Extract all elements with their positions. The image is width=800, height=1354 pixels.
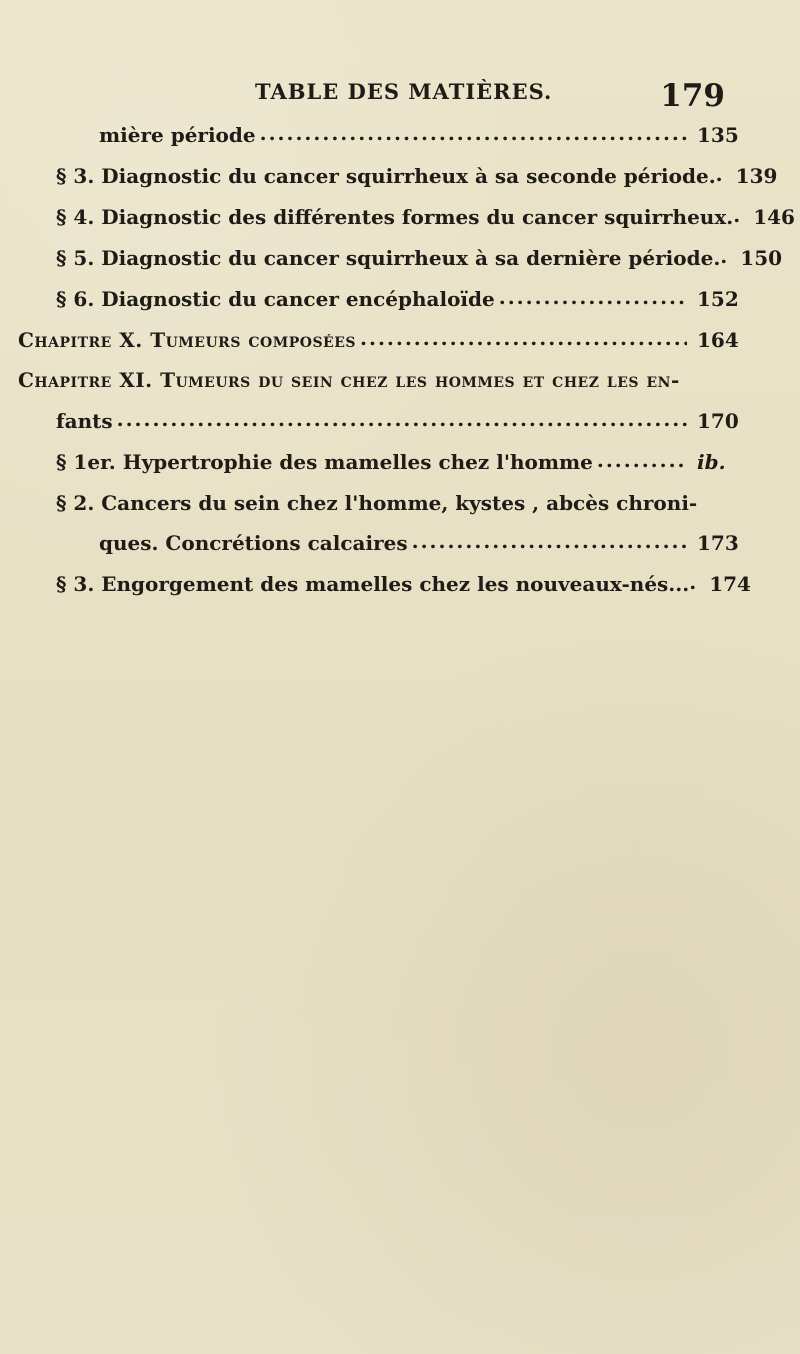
toc-entry-page: 173: [697, 531, 739, 555]
toc-entry-text: Chapitre X. Tumeurs composées: [18, 328, 357, 352]
toc-row: [99, 531, 739, 566]
toc-row: [56, 451, 725, 485]
toc-entry-page: 152: [697, 287, 739, 311]
dot-leader: [117, 408, 687, 430]
page-title: TABLE DES MATIÈRES.: [255, 79, 553, 104]
toc-row: [56, 492, 725, 526]
dot-leader: [597, 449, 687, 471]
toc-entry-page: 139: [735, 164, 778, 188]
dot-leader: [733, 204, 743, 226]
page-number: 179: [660, 78, 725, 114]
toc-row: [56, 205, 795, 240]
toc-entry-text: § 5. Diagnostic du cancer squirrheux à sa dernière période.: [56, 246, 721, 270]
toc-row: [56, 287, 739, 322]
dot-leader: [720, 245, 730, 267]
toc-entry-page: 174: [709, 572, 751, 596]
dot-leader: [412, 530, 687, 552]
dot-leader: [716, 163, 726, 185]
toc-row: [56, 409, 739, 444]
toc-row: [18, 328, 739, 363]
toc-row: [18, 368, 680, 403]
toc-entry-page: 150: [740, 246, 783, 270]
toc-entry-text: mière période: [99, 123, 256, 147]
dot-leader: [689, 571, 699, 593]
toc-row: [56, 246, 783, 281]
toc-entry-text: § 3. Diagnostic du cancer squirrheux à sa seconde période.: [56, 164, 716, 188]
dot-leader: [499, 286, 687, 308]
dot-leader: [260, 122, 687, 144]
toc-entry-text: § 4. Diagnostic des différentes formes du cancer squirrheux.: [56, 205, 734, 229]
dot-leader: [360, 327, 687, 349]
toc-entry-page: 146: [753, 205, 795, 229]
toc-row: [56, 572, 751, 607]
toc-entry-text: Chapitre XI. Tumeurs du sein chez les hommes et chez les en-: [18, 368, 680, 392]
toc-entry-text: § 3. Engorgement des mamelles chez les nouveaux-nés...: [56, 572, 690, 596]
toc-entry-text: § 2. Cancers du sein chez l'homme, kystes , abcès chroni-: [56, 491, 698, 515]
toc-entry-text: fants: [56, 409, 113, 433]
toc-entry-text: § 6. Diagnostic du cancer encéphaloïde: [56, 287, 495, 311]
toc-entry-page: ib.: [697, 450, 726, 474]
toc-entry-text: § 1er. Hypertrophie des mamelles chez l'homme: [56, 450, 593, 474]
toc-entry-page: 135: [697, 123, 739, 147]
toc-entry-text: ques. Concrétions calcaires: [99, 531, 408, 555]
toc-entry-page: 164: [697, 328, 739, 352]
toc-entry-page: 170: [697, 409, 739, 433]
toc-row: [56, 164, 778, 199]
toc-row: [99, 123, 739, 158]
